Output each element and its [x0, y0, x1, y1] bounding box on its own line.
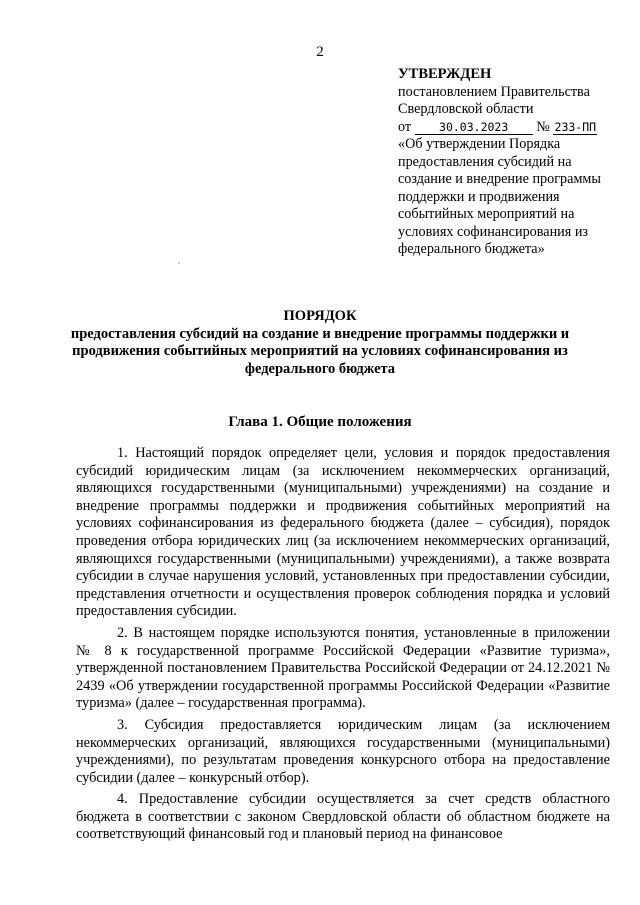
document-heading — [60, 308, 580, 378]
chapter-heading: Глава 1. Общие положения — [228, 414, 412, 430]
document-subtitle: предоставления субсидий на создание и внедрение программы поддержки и продвижения событийных мероприятий на условиях софинансирования из федерального бюджета — [70, 325, 570, 377]
approval-date: 30.03.2023 — [415, 120, 533, 135]
paragraph: 2. В настоящем порядке используются понятия, установленные в приложении № 8 к государственной программе Российской Федерации «Развитие туризма», утвержденной постановлением Правительства Российской Федерации от 24.12.2021 № 2439 «Об утверждении государственной программы Российской Федерации «Развитие туризма» (далее – государственная программа). — [76, 624, 610, 712]
approval-line-1: постановлением Правительства — [398, 83, 590, 100]
paragraph: 1. Настоящий порядок определяет цели, условия и порядок предоставления субсидий юридическим лицам (за исключением некоммерческих организаций, являющихся государственными (муниципальными) учреждениями) на создание и внедрение программы поддержки и продвижения событийных мероприятий на условиях софинансирования из федерального бюджета (далее – субсидия), порядок проведения отбора юридических лиц (за исключением некоммерческих организаций, являющихся государственными (муниципальными) учреждениями), а также возврата субсидии в случае нарушения условий, установленных при предоставлении субсидии, представления отчетности и осуществления проверок соблюдения порядка и условий предоставления субсидии. — [76, 445, 610, 620]
approval-line-2: Свердловской области — [398, 101, 534, 117]
page-number: 2 — [316, 44, 324, 60]
scan-speck — [178, 262, 180, 264]
paragraph: 3. Субсидия предоставляется юридическим лицам (за исключением некоммерческих организаций, являющихся государственными (муниципальными) учреждениями), по результатам проведения конкурсного отбора на предоставление субсидии (далее – конкурсный отбор). — [76, 716, 610, 786]
paragraph: 4. Предоставление субсидии осуществляется за счет средств областного бюджета в соответствии с законом Свердловской области об областном бюджете на соответствующий финансовый год и плановый период на финансовое — [76, 791, 610, 843]
approval-title: «Об утверждении Порядка предоставления субсидий на создание и внедрение программы поддержки и продвижения событийных мероприятий на условиях софинансирования из федерального бюджета» — [398, 136, 601, 257]
document-title: ПОРЯДОК — [283, 308, 357, 324]
number-prefix: № — [536, 118, 550, 135]
approval-number: 233-ПП — [554, 119, 597, 134]
body-text — [76, 445, 610, 848]
date-prefix: от — [398, 118, 412, 135]
approval-status: УТВЕРЖДЕН — [398, 66, 492, 82]
approval-block — [398, 66, 610, 259]
approval-date-line — [398, 119, 610, 137]
